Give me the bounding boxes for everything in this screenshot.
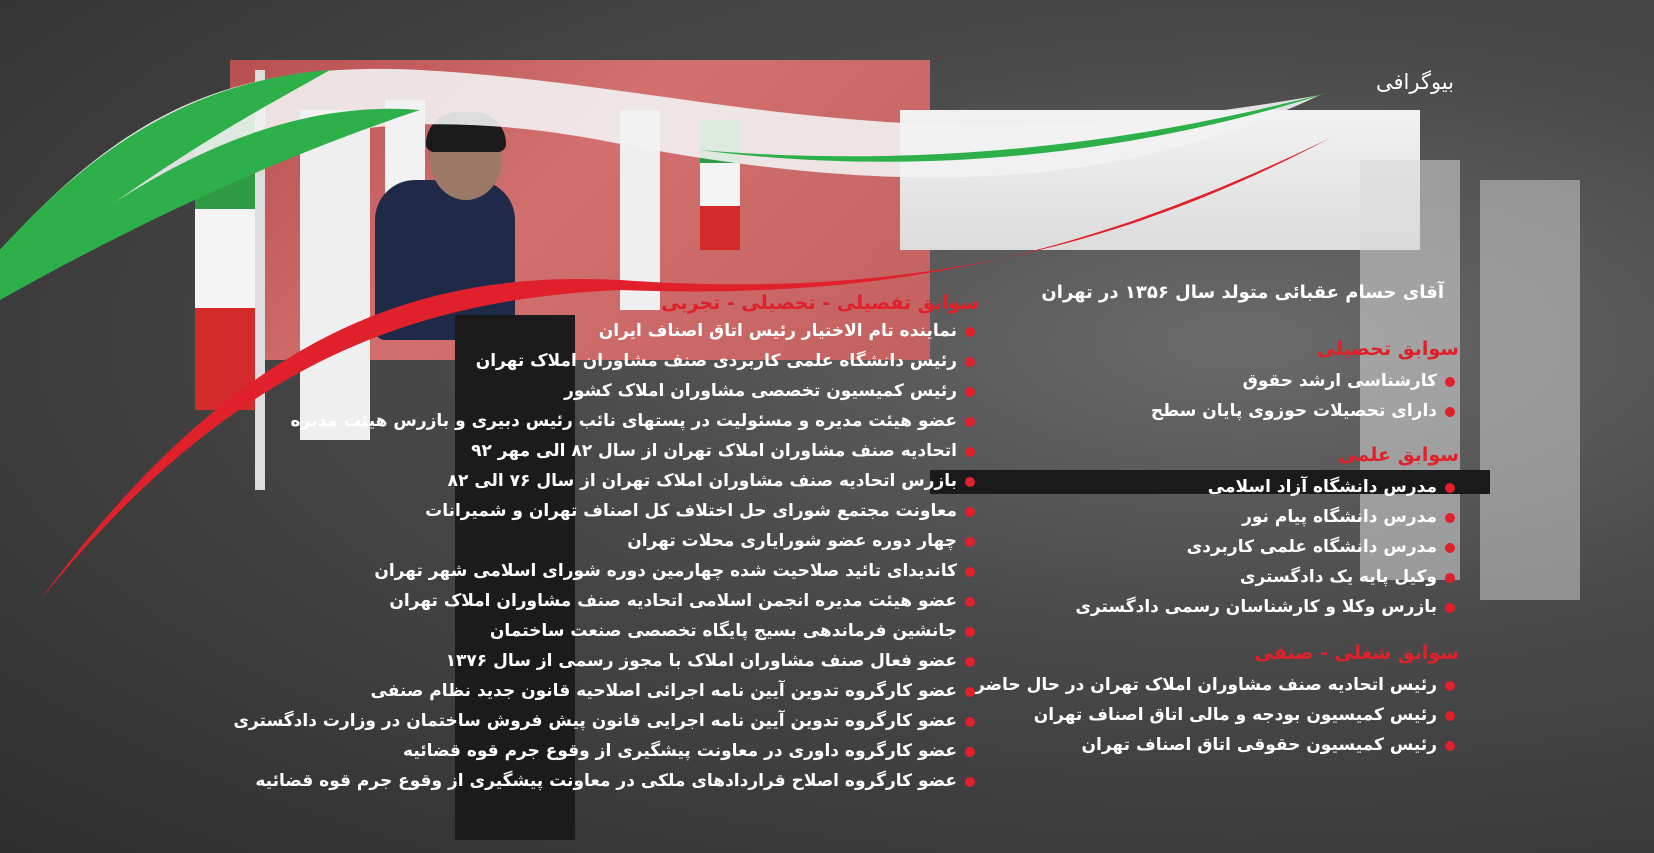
experience-column — [219, 292, 979, 796]
experience-heading: سوابق تفصیلی - تحصیلی - تجربی — [661, 292, 979, 314]
list-item: بازرس اتحادیه صنف مشاوران املاک تهران از سال ۷۶ الی ۸۲ — [219, 466, 979, 496]
list-item: بازرس وکلا و کارشناسان رسمی دادگستری — [899, 592, 1459, 622]
list-item: جانشین فرماندهی بسیج پایگاه تخصصی صنعت ساختمان — [219, 616, 979, 646]
list-item: عضو هیئت مدیره انجمن اسلامی اتحادیه صنف مشاوران املاک تهران — [219, 586, 979, 616]
experience-list — [219, 316, 979, 796]
list-item: عضو فعال صنف مشاوران املاک با مجوز رسمی از سال ۱۳۷۶ — [219, 646, 979, 676]
list-item: عضو کارگروه تدوین آیین نامه اجرائی اصلاحیه قانون جدید نظام صنفی — [219, 676, 979, 706]
list-item: مدرس دانشگاه آزاد اسلامی — [899, 472, 1459, 502]
education-heading: سوابق تحصیلی — [1316, 338, 1459, 360]
list-item: عضو هیئت مدیره و مسئولیت در پستهای نائب رئیس دبیری و بازرس هیئت مدیره — [219, 406, 979, 436]
list-item: اتحادیه صنف مشاوران املاک تهران از سال ۸۲ الی مهر ۹۲ — [219, 436, 979, 466]
list-item: عضو کارگروه داوری در معاونت پیشگیری از وقوع جرم قوه قضائیه — [219, 736, 979, 766]
list-item: عضو کارگروه اصلاح قراردادهای ملکی در معاونت پیشگیری از وقوع جرم قوه قضائیه — [219, 766, 979, 796]
list-item: رئیس دانشگاه علمی کاربردی صنف مشاوران املاک تهران — [219, 346, 979, 376]
list-item: مدرس دانشگاه علمی کاربردی — [899, 532, 1459, 562]
list-item: رئیس کمیسیون تخصصی مشاوران املاک کشور — [219, 376, 979, 406]
academic-heading: سوابق علمی — [1338, 444, 1459, 466]
right-column — [899, 338, 1459, 760]
list-item: وکیل پایه یک دادگستری — [899, 562, 1459, 592]
list-item: مدرس دانشگاه پیام نور — [899, 502, 1459, 532]
professional-list — [899, 670, 1459, 760]
page-title: بیوگرافی — [1376, 70, 1454, 94]
list-item: رئیس کمیسیون حقوقی اتاق اصناف تهران — [899, 730, 1459, 760]
list-item: رئیس اتحادیه صنف مشاوران املاک تهران در حال حاضر — [899, 670, 1459, 700]
list-item: چهار دوره عضو شورایاری محلات تهران — [219, 526, 979, 556]
list-item: عضو کارگروه تدوین آیین نامه اجرایی قانون پیش فروش ساختمان در وزارت دادگستری — [219, 706, 979, 736]
list-item: کارشناسی ارشد حقوق — [899, 366, 1459, 396]
list-item: رئیس کمیسیون بودجه و مالی اتاق اصناف تهران — [899, 700, 1459, 730]
education-list — [899, 366, 1459, 426]
academic-list — [899, 472, 1459, 622]
list-item: کاندیدای تائید صلاحیت شده چهارمین دوره شورای اسلامی شهر تهران — [219, 556, 979, 586]
list-item: دارای تحصیلات حوزوی پایان سطح — [899, 396, 1459, 426]
intro-text: آقای حسام عقبائی متولد سال ۱۳۵۶ در تهران — [1041, 282, 1444, 303]
list-item: نماینده تام الاختیار رئیس اتاق اصناف ایران — [219, 316, 979, 346]
professional-heading: سوابق شغلی - صنفی — [1254, 642, 1459, 664]
list-item: معاونت مجتمع شورای حل اختلاف کل اصناف تهران و شمیرانات — [219, 496, 979, 526]
